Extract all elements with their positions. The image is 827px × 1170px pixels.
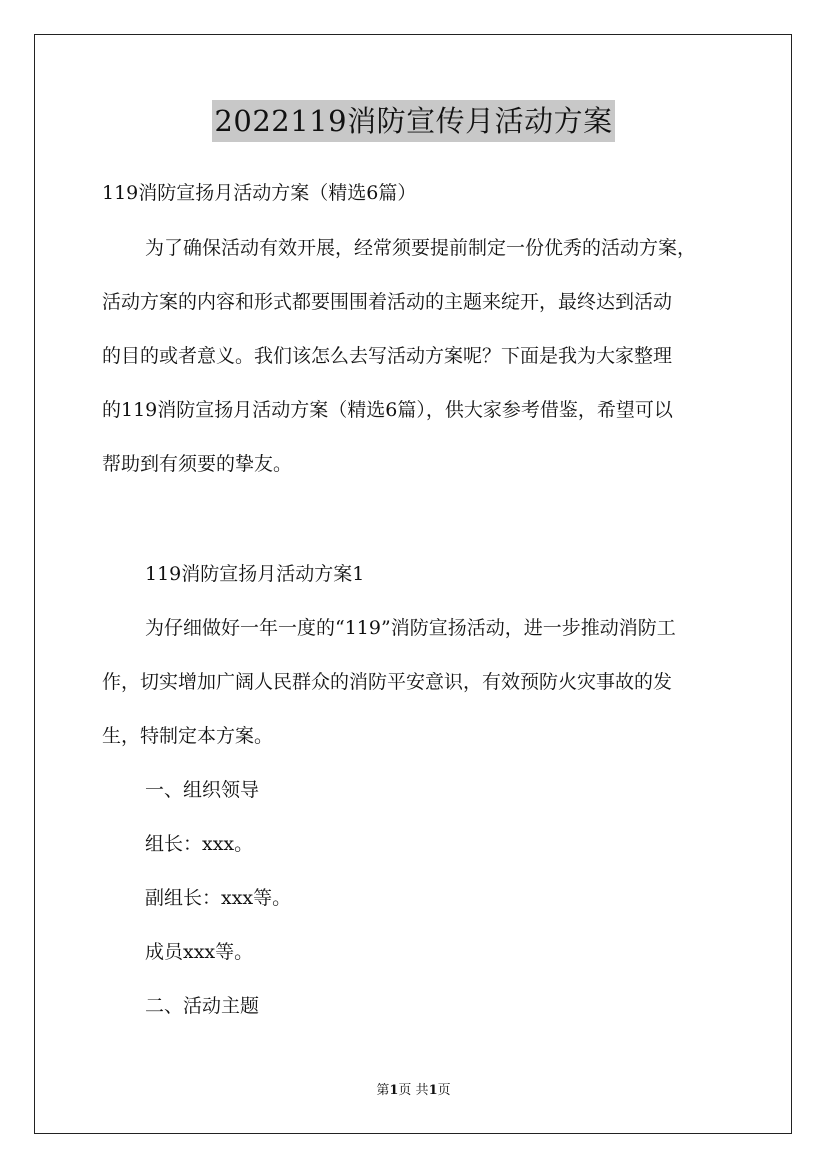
organization-heading: 一、组织领导 [145, 779, 260, 801]
members-line: 成员xxx等。 [145, 941, 254, 963]
intro-line-3: 的目的或者意义。我们该怎么去写活动方案呢？下面是我为大家整理 [102, 345, 673, 367]
title-container [0, 100, 827, 142]
deputy-leader-line: 副组长：xxx等。 [145, 887, 292, 909]
intro-line-2: 活动方案的内容和形式都要围围着活动的主题来绽开，最终达到活动 [102, 291, 673, 313]
theme-heading: 二、活动主题 [145, 995, 260, 1017]
section-1-line-1: 为仔细做好一年一度的“119”消防宣扬活动，进一步推动消防工 [145, 617, 676, 639]
footer-page-current: 1 [389, 1083, 399, 1098]
intro-line-4: 的119消防宣扬月活动方案（精选6篇），供大家参考借鉴，希望可以 [102, 399, 673, 421]
footer-page-mid: 页 共 [398, 1083, 429, 1098]
section-1-line-3: 生，特制定本方案。 [102, 725, 274, 747]
footer-page-suffix: 页 [437, 1083, 451, 1098]
footer-page-prefix: 第 [376, 1083, 390, 1098]
intro-line-1: 为了确保活动有效开展，经常须要提前制定一份优秀的活动方案， [145, 237, 697, 259]
section-1-line-2: 作，切实增加广阔人民群众的消防平安意识，有效预防火灾事故的发 [102, 671, 673, 693]
footer-page-total: 1 [428, 1083, 438, 1098]
intro-line-5: 帮助到有须要的挚友。 [102, 453, 293, 475]
document-title: 2022119消防宣传月活动方案 [212, 100, 614, 142]
section-1-heading: 119消防宣扬月活动方案1 [145, 563, 365, 585]
leader-line: 组长：xxx。 [145, 833, 254, 855]
document-subtitle: 119消防宣扬月活动方案（精选6篇） [102, 182, 417, 204]
page-footer [0, 1082, 827, 1100]
